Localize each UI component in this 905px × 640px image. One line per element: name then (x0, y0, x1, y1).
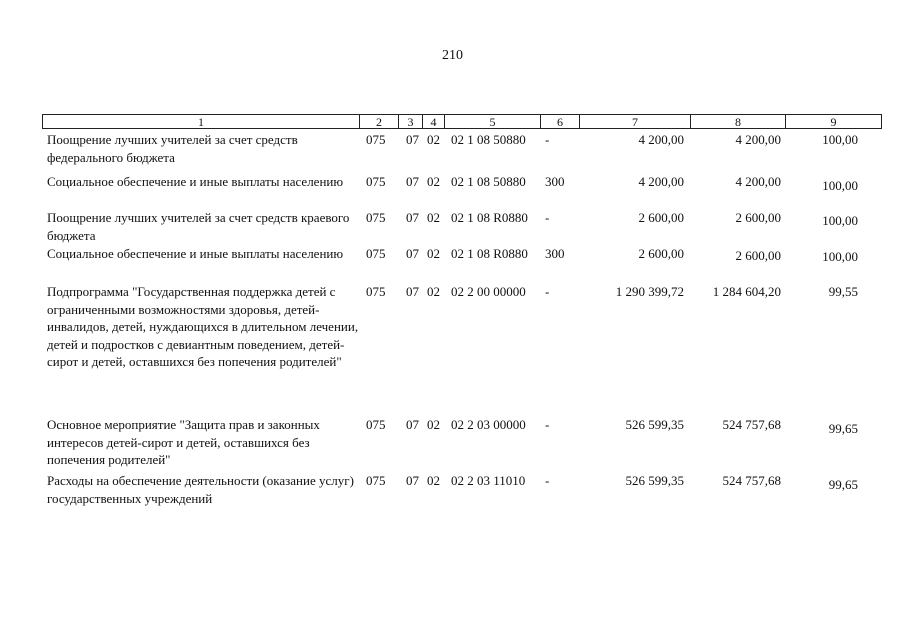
row-col-6: - (545, 132, 550, 147)
header-cell-6: 6 (540, 115, 579, 129)
row-col-9: 100,00 (822, 249, 858, 264)
row-name: Поощрение лучших учителей за счет средств краевого бюджета (47, 210, 350, 243)
row-name: Социальное обеспечение и иные выплаты населению (47, 246, 344, 261)
row-col-3: 07 (406, 210, 419, 225)
row-col-4: 02 (427, 174, 440, 189)
row-name: Поощрение лучших учителей за счет средств федерального бюджета (47, 132, 298, 165)
row-col-4: 02 (427, 246, 440, 261)
row-col-3: 07 (406, 132, 419, 147)
row-col-2: 075 (366, 473, 386, 488)
row-col-4: 02 (427, 210, 440, 225)
row-col-4: 02 (427, 473, 440, 488)
row-col-7: 526 599,35 (625, 473, 684, 488)
header-cell-1: 1 (198, 115, 204, 129)
row-col-5: 02 1 08 50880 (451, 174, 526, 189)
row-col-7: 2 600,00 (638, 246, 684, 261)
row-col-6: - (545, 284, 550, 299)
row-col-5: 02 1 08 R0880 (451, 246, 528, 261)
header-cell-3: 3 (398, 115, 422, 129)
row-col-6: 300 (545, 174, 565, 189)
row-name: Расходы на обеспечение деятельности (оказание услуг) государственных учреждений (47, 473, 354, 506)
row-col-8: 2 600,00 (735, 210, 781, 225)
row-col-8: 524 757,68 (722, 473, 781, 488)
header-cell-4: 4 (422, 115, 444, 129)
row-col-2: 075 (366, 174, 386, 189)
row-col-5: 02 2 00 00000 (451, 284, 526, 299)
row-col-2: 075 (366, 417, 386, 432)
row-col-2: 075 (366, 284, 386, 299)
row-col-9: 100,00 (822, 213, 858, 228)
header-cell-5: 5 (444, 115, 540, 129)
row-col-3: 07 (406, 473, 419, 488)
page-number: 210 (442, 48, 463, 63)
row-col-7: 2 600,00 (638, 210, 684, 225)
header-cell-8: 8 (690, 115, 785, 129)
row-col-2: 075 (366, 132, 386, 147)
header-cell-2: 2 (359, 115, 398, 129)
row-col-3: 07 (406, 417, 419, 432)
row-col-5: 02 2 03 11010 (451, 473, 526, 488)
row-col-8: 524 757,68 (722, 417, 781, 432)
row-col-8: 1 284 604,20 (712, 284, 781, 299)
row-col-3: 07 (406, 284, 419, 299)
row-col-4: 02 (427, 284, 440, 299)
row-col-7: 526 599,35 (625, 417, 684, 432)
row-col-7: 4 200,00 (638, 132, 684, 147)
row-col-2: 075 (366, 246, 386, 261)
row-col-7: 4 200,00 (638, 174, 684, 189)
row-col-9: 99,65 (828, 421, 858, 436)
row-col-3: 07 (406, 174, 419, 189)
row-col-9: 99,65 (828, 477, 858, 492)
row-col-6: - (545, 210, 550, 225)
row-col-9: 99,55 (828, 284, 858, 299)
header-cell-9: 9 (785, 115, 881, 129)
row-col-6: 300 (545, 246, 565, 261)
row-col-7: 1 290 399,72 (615, 284, 684, 299)
row-col-3: 07 (406, 246, 419, 261)
row-col-5: 02 1 08 R0880 (451, 210, 528, 225)
row-col-6: - (545, 473, 550, 488)
row-col-8: 4 200,00 (735, 174, 781, 189)
row-col-4: 02 (427, 417, 440, 432)
row-col-2: 075 (366, 210, 386, 225)
row-name: Основное мероприятие "Защита прав и законных интересов детей-сирот и детей, оставшихся без попечения родителей" (47, 417, 320, 467)
row-col-6: - (545, 417, 550, 432)
row-col-5: 02 1 08 50880 (451, 132, 526, 147)
header-cell-7: 7 (579, 115, 690, 129)
row-name: Подпрограмма "Государственная поддержка детей с ограниченными возможностями здоровья, детей-инвалидов, детей, нуждающихся в длительном лечении, детей и подростков с девиантным поведением, детей-сирот и детей, оставшихся без попечения родителей" (47, 284, 359, 369)
row-col-8: 2 600,00 (735, 248, 781, 263)
row-name: Социальное обеспечение и иные выплаты населению (47, 174, 344, 189)
row-col-9: 100,00 (822, 178, 858, 193)
row-col-8: 4 200,00 (735, 132, 781, 147)
table-header-row (42, 114, 882, 129)
row-col-5: 02 2 03 00000 (451, 417, 526, 432)
row-col-4: 02 (427, 132, 440, 147)
row-col-9: 100,00 (822, 132, 858, 147)
